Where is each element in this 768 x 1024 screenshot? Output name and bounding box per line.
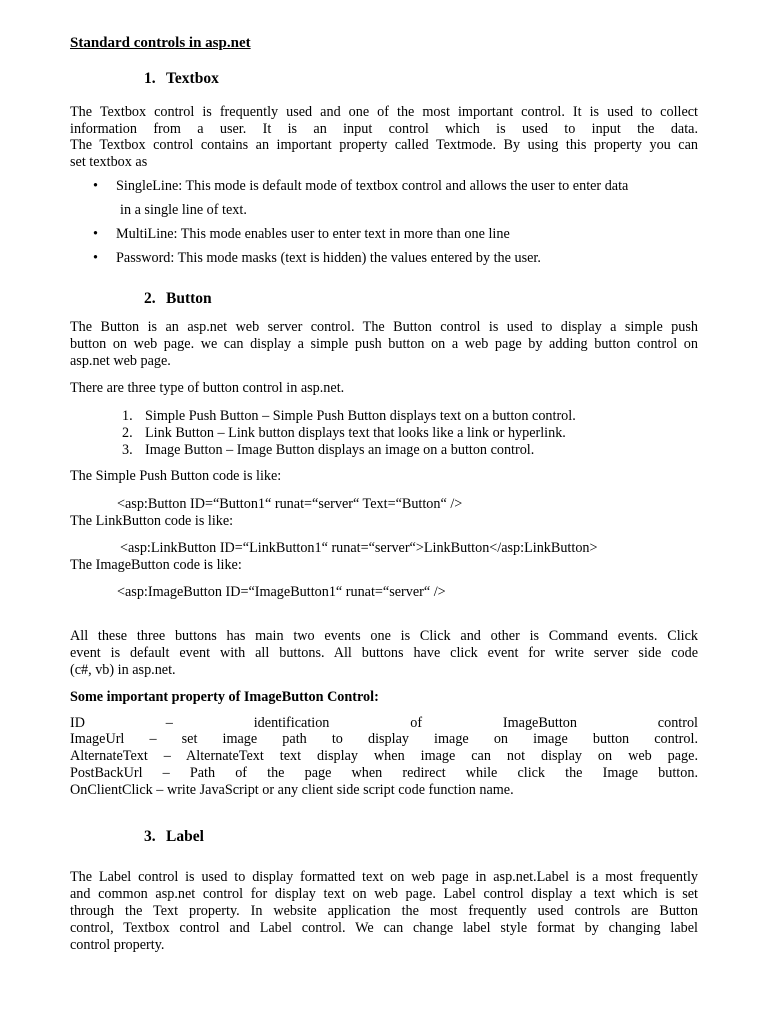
paragraph-line: The Textbox control contains an important property called Textmode. By using this property you can [70, 137, 698, 153]
list-item: • Password: This mode masks (text is hidden) the values entered by the user. [93, 250, 541, 266]
paragraph-line: information from a user. It is an input control which is used to input the data. [70, 121, 698, 137]
document-title: Standard controls in asp.net [70, 35, 251, 51]
property-heading: Some important property of ImageButton Control: [70, 689, 379, 705]
bullet-icon: • [93, 226, 98, 242]
property-line: ImageUrl – set image path to display image on image button control. [70, 731, 698, 747]
list-item-continuation: in a single line of text. [120, 202, 247, 218]
section-heading-label: 3. Label [144, 828, 204, 845]
code-label: The ImageButton code is like: [70, 557, 242, 573]
paragraph-line: and common asp.net control for display text on web page. Label control display a text which is set [70, 886, 698, 902]
property-line: PostBackUrl – Path of the page when redirect while click the Image button. [70, 765, 698, 781]
paragraph-line: through the Text property. In website application the most frequently used controls are Button [70, 903, 698, 919]
paragraph-line: asp.net web page. [70, 353, 171, 369]
section-heading-textbox: 1. Textbox [144, 70, 219, 87]
list-item: 3. Image Button – Image Button displays an image on a button control. [122, 442, 535, 458]
code-example: <asp:ImageButton ID=“ImageButton1“ runat=“server“ /> [117, 584, 446, 600]
code-label: The Simple Push Button code is like: [70, 468, 282, 484]
paragraph-line: control, Textbox control and Label control. We can change label style format by changing label [70, 920, 698, 936]
paragraph-line: All these three buttons has main two events one is Click and other is Command events. Click [70, 628, 698, 644]
bullet-icon: • [93, 250, 98, 266]
paragraph-line: button on web page. we can display a simple push button on a web page by adding button control on [70, 336, 698, 352]
paragraph-line: The Label control is used to display formatted text on web page in asp.net.Label is a most frequently [70, 869, 698, 885]
list-item: 1. Simple Push Button – Simple Push Button displays text on a button control. [122, 408, 576, 424]
paragraph-line: The Button is an asp.net web server control. The Button control is used to display a simple push [70, 319, 698, 335]
property-line: ID – identification of ImageButton control [70, 715, 698, 731]
list-item: • SingleLine: This mode is default mode of textbox control and allows the user to enter data [93, 178, 629, 194]
bullet-icon: • [93, 178, 98, 194]
code-label: The LinkButton code is like: [70, 513, 234, 529]
property-line: OnClientClick – write JavaScript or any client side script code function name. [70, 782, 514, 798]
paragraph-line: set textbox as [70, 154, 148, 170]
paragraph-line: There are three type of button control in asp.net. [70, 380, 345, 396]
paragraph-line: event is default event with all buttons. All buttons have click event for write server side code [70, 645, 698, 661]
section-heading-button: 2. Button [144, 290, 212, 307]
paragraph-line: control property. [70, 937, 165, 953]
paragraph-line: The Textbox control is frequently used and one of the most important control. It is used to collect [70, 104, 698, 120]
list-item: • MultiLine: This mode enables user to enter text in more than one line [93, 226, 510, 242]
list-item: 2. Link Button – Link button displays text that looks like a link or hyperlink. [122, 425, 566, 441]
code-example: <asp:Button ID=“Button1“ runat=“server“ Text=“Button“ /> [117, 496, 463, 512]
code-example: <asp:LinkButton ID=“LinkButton1“ runat=“server“>LinkButton</asp:LinkButton> [120, 540, 598, 556]
paragraph-line: (c#, vb) in asp.net. [70, 662, 176, 678]
property-line: AlternateText – AlternateText text display when image can not display on web page. [70, 748, 698, 764]
